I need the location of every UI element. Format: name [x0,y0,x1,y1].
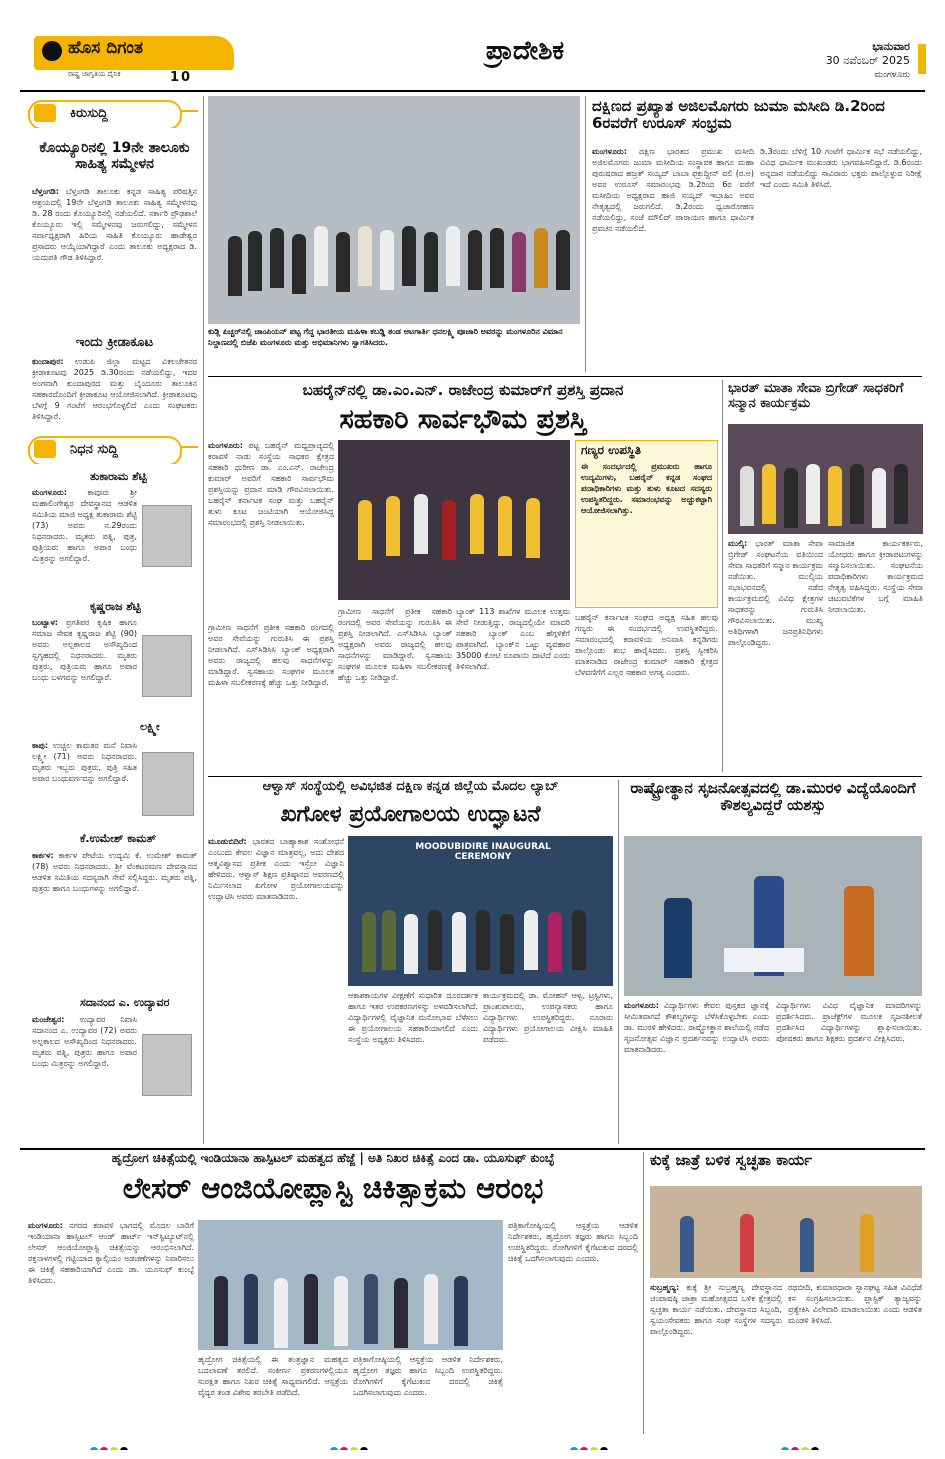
brigade-photo [728,424,923,534]
kukke-body-2: ರಥಬೀದಿ, ಕುಮಾರಧಾರಾ ಸ್ನಾನಘಟ್ಟ ಸಹಿತ ವಿವಿಧೆಡೆ ಕಸ ಸಂಗ್ರಹಿಸಲಾಯಿತು. ಪ್ಲಾಸ್ಟಿಕ್ ತ್ಯಾಜ್ಯವನ್ನು ಪ್ರತ್ಯೇಕಿಸಿ ವಿಲೇವಾರಿ ಮಾಡಲಾಯಿತು ಎಂದು ಆಡಳಿತ ಮಂಡಳಿ ತಿಳಿಸಿದೆ. [788,1283,922,1325]
rule-4 [20,1148,925,1150]
laser-kicker: ಹೃದ್ರೋಗ ಚಿಕಿತ್ಸೆಯಲ್ಲಿ ಇಂಡಿಯಾನಾ ಹಾಸ್ಪಿಟಲ್ ಮಹತ್ವದ ಹೆಜ್ಜೆ | ಅತಿ ನಿಖರ ಚಿಕಿತ್ಸೆ ಎಂದ ಡಾ. ಯೂಸುಫ್ ಕುಂಬ್ಳೆ [111,1152,555,1165]
airport-photo-caption: ಕುಡ್ಲಿ ಪಿಚ್ಚರ್‌ನಲ್ಲಿ ಚಾಂಪಿಯನ್ ಪಟ್ಟ ಗೆದ್ದ ಭಾರತೀಯ ಮಹಿಳಾ ಕಬಡ್ಡಿ ತಂಡ ಆಟಗಾರ್ತಿ ಧನಲಕ್ಷ್ಮಿ ಪೂಜಾರಿ ಅವರನ್ನು ಮಂಗಳೂರಿನ ವಿಮಾನ ನಿಲ್ದಾಣದಲ್ಲಿ ಬಿಜೆಪಿ ಮಂಗಳೂರು ಮತ್ತು ಅಭಿಮಾನಿಗಳು ಸ್ವಾಗತಿಸಿದರು. [208,327,563,347]
masthead-rule [20,90,925,92]
logo-tagline: ರಾಷ್ಟ್ರ ಜಾಗೃತಿಯ ದೈನಿಕ [68,70,121,78]
obituary-photo-3 [142,752,194,816]
obituary-body-3: ಕಾಪು: ಉಚ್ಚಿಲ ಕಾಮತರ ಮನೆ ನಿವಾಸಿ ಲಕ್ಷ್ಮೀ (71) ಅವರು ನಿಧನರಾದರು. ಮೃತರು ಇಬ್ಬರು ಪುತ್ರರು, ಪುತ್ರಿ ಸಹಿತ ಅಪಾರ ಬಂಧುವರ್ಗವನ್ನು ಅಗಲಿದ್ದಾರೆ. [32,741,137,783]
obituary-body-5: ಮಂಜೇಶ್ವರ: ಉದ್ಯಾವರ ನಿವಾಸಿ ಸದಾನಂದ ಎ. ಉದ್ಯಾವರ (72) ಅವರು ಅಲ್ಪಕಾಲದ ಅಸೌಖ್ಯದಿಂದ ನಿಧನರಾದರು. ಮೃತರು ಪತ್ನಿ, ಪುತ್ರರು ಹಾಗೂ ಅಪಾರ ಬಂಧು ಮಿತ್ರರನ್ನು ಅಗಲಿದ್ದಾರೆ. [32,1015,137,1068]
page-strip [918,44,926,74]
award-body-1: ಮಂಗಳೂರು: ಪಟ್ಟ ಬಹರೈನ್ ಮಧ್ಯಪ್ರಾಚ್ಯದಲ್ಲಿ ಕರಾವಳಿ ನಾಡು ಸಂಸ್ಥೆಯ ಸಾಧಕರ ಕ್ಷೇತ್ರದ ಸಹಕಾರಿ ಧುರೀಣ ಡಾ. ಎಂ.ಎನ್. ರಾಜೇಂದ್ರ ಕುಮಾರ್ ಅವರಿಗೆ ಸಹಕಾರಿ ಸಾರ್ವಭೌಮ ಪ್ರಶಸ್ತಿಯನ್ನು ಪ್ರದಾನ ಮಾಡಿ ಗೌರವಿಸಲಾಯಿತು. ಬಹರೈನ್ ಕರ್ನಾಟಕ ಸಂಘ ಮತ್ತು ಬಹರೈನ್ ತುಳು ಕೂಟ ಜಂಟಿಯಾಗಿ ಆಯೋಜಿಸಿದ್ದ ಸಮಾರಂಭದಲ್ಲಿ ಪ್ರಶಸ್ತಿ ನೀಡಲಾಯಿತು. [208,441,334,527]
logo-text: ಹೊಸ ದಿಗಂತ [68,38,143,58]
lab-headline: ಖಗೋಳ ಪ್ರಯೋಗಾಲಯ ಉದ್ಘಾಟನೆ [280,802,541,827]
dateline [790,40,910,90]
obituary-name-5: ಸದಾನಂದ ಎ. ಉದ್ಯಾವರ [80,996,170,1009]
lab-inauguration-photo [348,836,613,986]
award-body-2: ಗ್ರಾಮೀಣ ಸಾಧನೆಗೆ ಪ್ರತೀಕ ಸಹಕಾರಿ ರಂಗದಲ್ಲಿ ಅವರ ಸೇವೆಯನ್ನು ಗುರುತಿಸಿ ಈ ಪ್ರಶಸ್ತಿ ನೀಡಲಾಗಿದೆ. ಎಸ್‌ಸಿಡಿಸಿಸಿ ಬ್ಯಾಂಕ್ ಅಧ್ಯಕ್ಷರಾಗಿ ಅವರು ರಾಜ್ಯದಲ್ಲಿ ಹಲವು ಸಾಧನೆಗಳನ್ನು ಮಾಡಿದ್ದಾರೆ. ಸ್ವಸಹಾಯ ಸಂಘಗಳ ಮೂಲಕ ಮಹಿಳಾ ಸಬಲೀಕರಣಕ್ಕೆ ಹೆಚ್ಚು ಒತ್ತು ನೀಡಿದ್ದಾರೆ. [338,607,452,682]
lab-right-rule [618,780,619,1144]
urus-headline: ದಕ್ಷಿಣದ ಪ್ರಖ್ಯಾತ ಅಜಿಲಮೊಗರು ಜುಮಾ ಮಸೀದಿ ಡಿ.2ರಿಂದ 6ರವರೆಗೆ ಉರೂಸ್ ಸಂಭ್ರಮ [592,98,885,133]
airport-welcome-photo [208,96,580,324]
brief-body-1: ಬೆಳ್ತಂಗಡಿ: ಬೆಳ್ತಂಗಡಿ ತಾಲೂಕು ಕನ್ನಡ ಸಾಹಿತ್ಯ ಪರಿಷತ್ತಿನ ಆಶ್ರಯದಲ್ಲಿ 19ನೇ ಬೆಳ್ತಂಗಡಿ ತಾಲೂಕು ಸಾಹಿತ್ಯ ಸಮ್ಮೇಳನವು ಡಿ. 28 ರಂದು ಕೊಯ್ಯೂರಿನಲ್ಲಿ ನಡೆಯಲಿದೆ. ಸರ್ಕಾರಿ ಪ್ರೌಢಶಾಲೆ ಕೊಯ್ಯೂರು ಇಲ್ಲಿ ಸಮ್ಮೇಳನವು ಜರುಗಲಿದ್ದು, ಸಮ್ಮೇಳನ ಸರ್ವಾಧ್ಯಕ್ಷರಾಗಿ ಹಿರಿಯ ಸಾಹಿತಿ ಕೊಯ್ಯೂರು ಹಾಡೇಶ್ವರ ಪ್ರಸಾದರು ಆಯ್ಕೆಯಾಗಿದ್ದಾರೆ ಎಂದು ತಾಲೂಕು ಅಧ್ಯಕ್ಷರಾದ ಡಿ. ಯದುಪತಿ ಗೌಡ ತಿಳಿಸಿದ್ದಾರೆ. [32,187,197,262]
lab-body-3: ಕಾರ್ಯಕ್ರಮದಲ್ಲಿ ಡಾ. ಮೋಹನ್ ಆಳ್ವ, ಟ್ರಸ್ಟಿಗಳು, ಪ್ರಾಂಶುಪಾಲರು, ಉಪನ್ಯಾಸಕರು ಹಾಗೂ ವಿದ್ಯಾರ್ಥಿಗಳು ಉಪಸ್ಥಿತರಿದ್ದರು. ನೂರಾರು ವಿದ್ಯಾರ್ಥಿಗಳು ಪ್ರಯೋಗಾಲಯ ವೀಕ್ಷಿಸಿ ಮಾಹಿತಿ ಪಡೆದರು. [483,991,613,1044]
science-exhibition-photo [624,836,922,996]
brief-body-2: ಕುಂದಾಪುರ: ಉಡುಪಿ ಜಿಲ್ಲಾ ಮಟ್ಟದ ವಿಕಲಚೇತನರ ಕ್ರೀಡಾಕೂಟವು 2025 ಡಿ.30ರಂದು ನಡೆಯಲಿದ್ದು, ಇದರ ಅಂಗವಾಗಿ ಕುಂದಾಪುರದ ಮತ್ತು ಬೈಂದೂರು ತಾಲೂಕಿನ ಸಹಕಾರದೊಂದಿಗೆ ಕ್ರೀಡಾಕೂಟ ಆಯೋಜಿಸಲಾಗಿದೆ. ಕ್ರೀಡಾಕೂಟವು ಬೆಳಗ್ಗೆ 9 ಗಂಟೆಗೆ ಆರಂಭಗೊಳ್ಳಲಿದೆ ಎಂದು ಸಂಘಟಕರು ತಿಳಿಸಿದ್ದಾರೆ. [32,357,197,421]
city: ಮಂಗಳೂರು [874,70,910,80]
rule-3 [208,776,922,777]
laser-headline: ಲೇಸರ್ ಆಂಜಿಯೋಪ್ಲಾಸ್ಟಿ ಚಿಕಿತ್ಸಾಕ್ರಮ ಆರಂಭ [122,1172,544,1205]
kukke-headline: ಕುಕ್ಕೆ ಜಾತ್ರೆ ಬಳಿಕ ಸ್ವಚ್ಛತಾ ಕಾರ್ಯ [650,1152,812,1169]
award-body-1b: ಗ್ರಾಮೀಣ ಸಾಧನೆಗೆ ಪ್ರತೀಕ ಸಹಕಾರಿ ರಂಗದಲ್ಲಿ ಅವರ ಸೇವೆಯನ್ನು ಗುರುತಿಸಿ ಈ ಪ್ರಶಸ್ತಿ ನೀಡಲಾಗಿದೆ. ಎಸ್‌ಸಿಡಿಸಿಸಿ ಬ್ಯಾಂಕ್ ಅಧ್ಯಕ್ಷರಾಗಿ ಅವರು ರಾಜ್ಯದಲ್ಲಿ ಹಲವು ಸಾಧನೆಗಳನ್ನು ಮಾಡಿದ್ದಾರೆ. ಸ್ವಸಹಾಯ ಸಂಘಗಳ ಮೂಲಕ ಮಹಿಳಾ ಸಬಲೀಕರಣಕ್ಕೆ ಹೆಚ್ಚು ಒತ್ತು ನೀಡಿದ್ದಾರೆ. [208,623,334,687]
section-title: ಪ್ರಾದೇಶಿಕ [485,36,565,66]
obituary-body-4: ಕಾರ್ಕಳ: ಕಾರ್ಕಳ ಪೇಟೆಯ ಉದ್ಯಮಿ ಕೆ. ಉಮೇಶ್ ಕಾಮತ್ (78) ಅವರು ನಿಧನರಾದರು. ಶ್ರೀ ವೆಂಕಟರಮಣ ದೇವಸ್ಥಾನದ ಆಡಳಿತ ಸಮಿತಿಯ ಸದಸ್ಯರಾಗಿ ಸೇವೆ ಸಲ್ಲಿಸಿದ್ದರು. ಮೃತರು ಪತ್ನಿ, ಪುತ್ರರು ಹಾಗೂ ಬಂಧುಗಳನ್ನು ಅಗಲಿದ್ದಾರೆ. [32,851,197,893]
urus-body-2: ಡಿ.3ರಂದು ಬೆಳಿಗ್ಗೆ 10 ಗಂಟೆಗೆ ಧಾರ್ಮಿಕ ಸಭೆ ನಡೆಯಲಿದ್ದು, ವಿವಿಧ ಧಾರ್ಮಿಕ ಮುಖಂಡರು ಭಾಗವಹಿಸಲಿದ್ದಾರೆ. ಡಿ.6ರಂದು ಅನ್ನದಾನ ನಡೆಯಲಿದ್ದು ಸಾವಿರಾರು ಭಕ್ತರು ಪಾಲ್ಗೊಳ್ಳುವ ನಿರೀಕ್ಷೆ ಇದೆ ಎಂದು ಸಮಿತಿ ತಿಳಿಸಿದೆ. [760,147,922,189]
brigade-body-2: ಸಾಮಾಜಿಕ ಕಾರ್ಯಕರ್ತರು, ಯೋಧರು ಹಾಗೂ ಕ್ರೀಡಾಪಟುಗಳನ್ನು ಸನ್ಮಾನಿಸಲಾಯಿತು. ಸಂಘಟನೆಯ ಪದಾಧಿಕಾರಿಗಳು ಕಾರ್ಯಕ್ರಮದ ನೇತೃತ್ವ ವಹಿಸಿದ್ದರು. ಸಂಸ್ಥೆಯ ಸೇವಾ ಚಟುವಟಿಕೆಗಳ ಬಗ್ಗೆ ಮಾಹಿತಿ ನೀಡಲಾಯಿತು. [828,539,923,614]
award-sidebar-title: ಗಣ್ಯರ ಉಪಸ್ಥಿತಿ [581,443,641,457]
skill-headline: ರಾಷ್ಟ್ರೋತ್ಥಾನ ಸೃಜನೋತ್ಸವದಲ್ಲಿ ಡಾ.ಮುರಳಿ ವಿದ್ಯೆಯೊಂದಿಗೆ ಕೌಶಲ್ಯವಿದ್ದರೆ ಯಶಸ್ಸು [630,780,916,815]
obituary-header: ನಿಧನ ಸುದ್ದಿ [28,436,198,464]
award-body-4: ಬಹರೈನ್ ಕರ್ನಾಟಕ ಸಂಘದ ಅಧ್ಯಕ್ಷ ಸಹಿತ ಹಲವು ಗಣ್ಯರು ಈ ಸಂದರ್ಭದಲ್ಲಿ ಉಪಸ್ಥಿತರಿದ್ದರು. ಸಮಾರಂಭದಲ್ಲಿ ಕರಾವಳಿಯ ಅನಿವಾಸಿ ಕನ್ನಡಿಗರು ಪಾಲ್ಗೊಂಡು ಶುಭ ಹಾರೈಸಿದರು. ಪ್ರಶಸ್ತಿ ಸ್ವೀಕರಿಸಿ ಮಾತನಾಡಿದ ರಾಜೇಂದ್ರ ಕುಮಾರ್ ಸಹಕಾರಿ ಕ್ಷೇತ್ರದ ಬೆಳವಣಿಗೆಗೆ ಎಲ್ಲರ ಸಹಕಾರ ಅಗತ್ಯ ಎಂದರು. [575,613,718,677]
cleanliness-drive-photo [650,1186,922,1278]
skill-body-1: ಮಂಗಳೂರು: ವಿದ್ಯಾರ್ಥಿಗಳು ಕೇವಲ ಪುಸ್ತಕದ ಜ್ಞಾನಕ್ಕೆ ಸೀಮಿತವಾಗದೆ ಕೌಶಲ್ಯಗಳನ್ನು ಬೆಳೆಸಿಕೊಳ್ಳಬೇಕು ಎಂದು ಡಾ. ಮುರಳಿ ಹೇಳಿದರು. ರಾಷ್ಟ್ರೋತ್ಥಾನ ಶಾಲೆಯಲ್ಲಿ ನಡೆದ ಸೃಜನೋತ್ಸವ ವಿಜ್ಞಾನ ಪ್ರದರ್ಶನವನ್ನು ಉದ್ಘಾಟಿಸಿ ಅವರು ಮಾತನಾಡಿದರು. [624,1001,769,1054]
award-sidebar-body: ಈ ಸಂದರ್ಭದಲ್ಲಿ ಪ್ರಮುಖರು ಹಾಗೂ ಉದ್ಯಮಿಗಳು, ಬಹರೈನ್ ಕನ್ನಡ ಸಂಘದ ಪದಾಧಿಕಾರಿಗಳು ಮತ್ತು ತುಳು ಕೂಟದ ಸದಸ್ಯರು ಉಪಸ್ಥಿತರಿದ್ದರು. ಸಮಾರಂಭವನ್ನು ಅಚ್ಚುಕಟ್ಟಾಗಿ ಆಯೋಜಿಸಲಾಗಿತ್ತು. [581,461,712,515]
award-right-rule [722,380,723,772]
award-kicker: ಬಹರೈನ್‌ನಲ್ಲಿ ಡಾ.ಎಂ.ಎನ್. ರಾಜೇಂದ್ರ ಕುಮಾರ್‌ಗೆ ಪ್ರಶಸ್ತಿ ಪ್ರದಾನ [302,382,624,399]
obituary-name-2: ಕೃಷ್ಣರಾಜ ಶೆಟ್ಟಿ [90,600,141,613]
obituary-body-1: ಮಂಗಳೂರು: ಕಾವೂರು ಶ್ರೀ ಮಹಾಲಿಂಗೇಶ್ವರ ದೇವಸ್ಥಾನದ ಆಡಳಿತ ಸಮಿತಿಯ ಮಾಜಿ ಅಧ್ಯಕ್ಷ ತುಕಾರಾಮ ಶೆಟ್ಟಿ (73) ಅವರು ನ.29ರಂದು ನಿಧನರಾದರು. ಮೃತರು ಪತ್ನಿ, ಪುತ್ರ, ಪುತ್ರಿಯರು ಹಾಗೂ ಅಪಾರ ಬಂಧು ಮಿತ್ರರನ್ನು ಅಗಲಿದ್ದಾರೆ. [32,488,137,563]
award-body-3: ಬ್ಯಾಂಕ್ 113 ಶಾಖೆಗಳ ಮೂಲಕ ಉತ್ತಮ ಸೇವೆ ನೀಡುತ್ತಿದ್ದು, ರಾಜ್ಯದಲ್ಲಿಯೇ ಮಾದರಿ ಸಹಕಾರಿ ಬ್ಯಾಂಕ್ ಎಂಬ ಹೆಗ್ಗಳಿಕೆಗೆ ಪಾತ್ರವಾಗಿದೆ. ಬ್ಯಾಂಕ್‌ನ ಒಟ್ಟು ವ್ಯವಹಾರ 35000 ಕೋಟಿ ರೂಪಾಯಿ ದಾಟಿದೆ ಎಂದು ತಿಳಿಸಲಾಗಿದೆ. [456,607,570,671]
obituary-name-1: ತುಕಾರಾಮ ಶೆಟ್ಟಿ [90,470,147,483]
left-column-rule [203,96,204,1144]
kukke-body-1: ಸುಬ್ರಹ್ಮಣ್ಯ: ಕುಕ್ಕೆ ಶ್ರೀ ಸುಬ್ರಹ್ಮಣ್ಯ ದೇವಸ್ಥಾನದ ಚಂಪಾಷಷ್ಠಿ ಜಾತ್ರಾ ಮಹೋತ್ಸವದ ಬಳಿಕ ಕ್ಷೇತ್ರದಲ್ಲಿ ಸ್ವಚ್ಛತಾ ಕಾರ್ಯ ನಡೆಯಿತು. ದೇವಸ್ಥಾನದ ಸಿಬ್ಬಂದಿ, ಸ್ವಯಂಸೇವಕರು ಹಾಗೂ ಸಂಘ ಸಂಸ್ಥೆಗಳ ಸದಸ್ಯರು ಪಾಲ್ಗೊಂಡಿದ್ದರು. [650,1283,782,1336]
laser-body-3: ಪತ್ರಿಕಾಗೋಷ್ಠಿಯಲ್ಲಿ ಆಸ್ಪತ್ರೆಯ ಆಡಳಿತ ನಿರ್ದೇಶಕರು, ಹೃದ್ರೋಗ ತಜ್ಞರು ಹಾಗೂ ಸಿಬ್ಬಂದಿ ಉಪಸ್ಥಿತರಿದ್ದರು. ರೋಗಿಗಳಿಗೆ ಕೈಗೆಟುಕುವ ದರದಲ್ಲಿ ಚಿಕಿತ್ಸೆ ಒದಗಿಸಲಾಗುವುದು ಎಂದರು. [353,1355,503,1397]
masthead-logo [34,28,234,88]
laser-body-1: ಮಂಗಳೂರು: ನಗರದ ಕರಾವಳಿ ಭಾಗದಲ್ಲಿ ಮೊದಲ ಬಾರಿಗೆ ಇಂಡಿಯಾನಾ ಹಾಸ್ಪಿಟಲ್ ಆಂಡ್ ಹಾರ್ಟ್ ಇನ್‌ಸ್ಟಿಟ್ಯೂಟ್‌ನಲ್ಲಿ ಲೇಸರ್ ಆಂಜಿಯೋಪ್ಲಾಸ್ಟಿ ಚಿಕಿತ್ಸೆಯನ್ನು ಆರಂಭಿಸಲಾಗಿದೆ. ರಕ್ತನಾಳಗಳಲ್ಲಿ ಗಟ್ಟಿಯಾದ ಕ್ಯಾಲ್ಸಿಯಂ ಅಡಚಣೆಗಳನ್ನು ನಿವಾರಿಸಲು ಈ ಚಿಕಿತ್ಸೆ ಸಹಕಾರಿಯಾಗಿದೆ ಎಂದು ಡಾ. ಯೂಸುಫ್ ಕುಂಬ್ಳೆ ತಿಳಿಸಿದರು. [28,1221,194,1285]
laser-body-4: ಪತ್ರಿಕಾಗೋಷ್ಠಿಯಲ್ಲಿ ಆಸ್ಪತ್ರೆಯ ಆಡಳಿತ ನಿರ್ದೇಶಕರು, ಹೃದ್ರೋಗ ತಜ್ಞರು ಹಾಗೂ ಸಿಬ್ಬಂದಿ ಉಪಸ್ಥಿತರಿದ್ದರು. ರೋಗಿಗಳಿಗೆ ಕೈಗೆಟುಕುವ ದರದಲ್ಲಿ ಚಿಕಿತ್ಸೆ ಒದಗಿಸಲಾಗುವುದು ಎಂದರು. [508,1221,638,1263]
brief-headline-2: ಇಂದು ಕ್ರೀಡಾಕೂಟ [75,336,154,350]
brief-news-header: ಕಿರುಸುದ್ದಿ [28,100,198,128]
obituary-name-4: ಕೆ.ಉಮೇಶ್ ಕಾಮತ್ [80,832,156,845]
center-right-rule [585,96,586,372]
obituary-photo-5 [142,1034,192,1096]
page-number: 10 [170,70,193,85]
rule-2 [208,376,922,377]
lab-body-1: ಮೂಡುಬಿದಿರೆ: ಭಾರತದ ಬಾಹ್ಯಾಕಾಶ ಸಂಶೋಧನೆ ಎಂಬುದು ಕೇವಲ ವಿಜ್ಞಾನ ಮಾತ್ರವಲ್ಲ, ಅದು ದೇಶದ ಆತ್ಮವಿಶ್ವಾಸದ ಪ್ರತೀಕ ಎಂದು ಇಸ್ರೋ ವಿಜ್ಞಾನಿ ಹೇಳಿದರು. ಆಳ್ವಾಸ್ ಶಿಕ್ಷಣ ಪ್ರತಿಷ್ಠಾನದ ಆವರಣದಲ್ಲಿ ನಿರ್ಮಿಸಲಾದ ಖಗೋಳ ಪ್ರಯೋಗಾಲಯವನ್ನು ಉದ್ಘಾಟಿಸಿ ಅವರು ಮಾತನಾಡಿದರು. [208,837,344,901]
award-headline: ಸಹಕಾರಿ ಸಾರ್ವಭೌಮ ಪ್ರಶಸ್ತಿ [339,404,587,435]
obituary-photo-1 [142,505,192,567]
laser-body-2: ಹೃದ್ರೋಗ ಚಿಕಿತ್ಸೆಯಲ್ಲಿ ಈ ತಂತ್ರಜ್ಞಾನ ಮಹತ್ವದ ಬದಲಾವಣೆ ತರಲಿದೆ. ಸಂಕೀರ್ಣ ಪ್ರಕರಣಗಳಲ್ಲಿಯೂ ಸುರಕ್ಷಿತ ಹಾಗೂ ನಿಖರ ಚಿಕಿತ್ಸೆ ಸಾಧ್ಯವಾಗಲಿದೆ. ಆಸ್ಪತ್ರೆಯ ವೈದ್ಯರ ತಂಡ ವಿಶೇಷ ತರಬೇತಿ ಪಡೆದಿದೆ. [198,1355,348,1397]
date: 30 ನವೆಂಬರ್ 2025 [825,54,910,67]
hand-icon [34,104,56,122]
award-sidebar [575,440,718,608]
award-ceremony-photo [338,440,570,600]
obituary-photo-2 [142,635,192,697]
day: ಭಾನುವಾರ [872,40,910,53]
lamp-small-icon [34,440,56,458]
lab-body-2: ಆಕಾಶಕಾಯಗಳ ವೀಕ್ಷಣೆಗೆ ಸುಧಾರಿತ ದೂರದರ್ಶಕ ಹಾಗೂ ಇತರ ಉಪಕರಣಗಳನ್ನು ಅಳವಡಿಸಲಾಗಿದೆ. ವಿದ್ಯಾರ್ಥಿಗಳಲ್ಲಿ ವೈಜ್ಞಾನಿಕ ಮನೋಭಾವ ಬೆಳೆಸಲು ಈ ಪ್ರಯೋಗಾಲಯ ಸಹಕಾರಿಯಾಗಲಿದೆ ಎಂದು ಸಂಸ್ಥೆಯ ಅಧ್ಯಕ್ಷರು ತಿಳಿಸಿದರು. [348,991,478,1044]
brigade-headline: ಭಾರತ್ ಮಾತಾ ಸೇವಾ ಬ್ರಿಗೇಡ್ ಸಾಧಕರಿಗೆ ಸನ್ಮಾನ ಕಾರ್ಯಕ್ರಮ [728,382,904,411]
lab-kicker: ಆಳ್ವಾಸ್ ಸಂಸ್ಥೆಯಲ್ಲಿ ಅವಿಭಜಿತ ದಕ್ಷಿಣ ಕನ್ನಡ ಜಿಲ್ಲೆಯ ಮೊದಲ ಲ್ಯಾಬ್ [262,780,559,794]
obituary-body-2: ಬಂಟ್ವಾಳ: ಪ್ರಗತಿಪರ ಕೃಷಿಕ ಹಾಗೂ ಸಮಾಜ ಸೇವಕ ಕೃಷ್ಣರಾಜ ಶೆಟ್ಟಿ (90) ಅವರು ಅಲ್ಪಕಾಲದ ಅಸೌಖ್ಯದಿಂದ ಸ್ವಗೃಹದಲ್ಲಿ ನಿಧನರಾದರು. ಮೃತರು ಪುತ್ರರು, ಪುತ್ರಿಯರು ಹಾಗೂ ಅಪಾರ ಬಂಧು ಬಳಗವನ್ನು ಅಗಲಿದ್ದಾರೆ. [32,618,137,682]
print-registration-marks [90,1440,850,1450]
laser-right-rule [643,1152,644,1434]
hospital-press-photo [198,1220,503,1350]
brigade-body-1: ಮುಲ್ಕಿ: ಭಾರತ್ ಮಾತಾ ಸೇವಾ ಬ್ರಿಗೇಡ್ ಸಂಘಟನೆಯ ವತಿಯಿಂದ ಸೇವಾ ಸಾಧಕರಿಗೆ ಸನ್ಮಾನ ಕಾರ್ಯಕ್ರಮ ನಡೆಯಿತು. ಮುಲ್ಕಿಯ ಸಭಾಭವನದಲ್ಲಿ ನಡೆದ ಕಾರ್ಯಕ್ರಮದಲ್ಲಿ ವಿವಿಧ ಕ್ಷೇತ್ರಗಳ ಸಾಧಕರನ್ನು ಗುರುತಿಸಿ ಗೌರವಿಸಲಾಯಿತು. ಮುಖ್ಯ ಅತಿಥಿಗಳಾಗಿ ಜನಪ್ರತಿನಿಧಿಗಳು ಪಾಲ್ಗೊಂಡಿದ್ದರು. [728,539,823,647]
obituary-name-3: ಲಕ್ಷ್ಮೀ [140,720,160,733]
lamp-icon [42,41,62,61]
skill-body-2: ವಿದ್ಯಾರ್ಥಿಗಳು ವಿವಿಧ ವೈಜ್ಞಾನಿಕ ಮಾದರಿಗಳನ್ನು ಪ್ರದರ್ಶಿಸಿದರು. ಪ್ರಾಜೆಕ್ಟ್‌ಗಳ ಮೂಲಕ ಸೃಜನಶೀಲತೆ ಪ್ರದರ್ಶಿಸಿದ ವಿದ್ಯಾರ್ಥಿಗಳನ್ನು ಶ್ಲಾಘಿಸಲಾಯಿತು. ಪೋಷಕರು ಹಾಗೂ ಶಿಕ್ಷಕರು ಪ್ರದರ್ಶನ ವೀಕ್ಷಿಸಿದರು. [776,1001,922,1043]
lab-photo-banner: MOODUBIDIRE INAUGURAL CEREMONY [415,842,551,862]
urus-body-1: ಮಂಗಳೂರು: ದಕ್ಷಿಣ ಭಾರತದ ಪ್ರಮುಖ ಮಸೀದಿ ಅಜಿಲಮೊಗರು ಜುಮಾ ಮಸೀದಿಯ ಸಂಸ್ಥಾಪಕ ಹಾಗೂ ಮಹಾ ಪುರುಷರಾದ ಹಜ್ರತ್ ಸಯ್ಯದ್ ಬಾಬಾ ಫಕ್ರುದ್ದೀನ್ ವಲಿ (ರ.ಅ) ಅವರ ಉರೂಸ್ ಸಮಾರಂಭವು ಡಿ.2ರಿಂದ 6ರ ವರೆಗೆ ಮಸೀದಿಯ ಅಧ್ಯಕ್ಷರಾದ ಹಾಜಿ ಸಯ್ಯದ್ ಇಬ್ರಾಹಿಂ ಅವರ ನೇತೃತ್ವದಲ್ಲಿ ಜರುಗಲಿದೆ. ಡಿ.2ರಂದು ಧ್ವಜಾರೋಹಣ ನಡೆಯಲಿದ್ದು, ಸಂಜೆ ಮೌಲಿದ್ ಪಾರಾಯಣ ಹಾಗೂ ಧಾರ್ಮಿಕ ಪ್ರವಚನ ನಡೆಯಲಿದೆ. [592,147,754,233]
brief-headline-1: ಕೊಯ್ಯೂರಿನಲ್ಲಿ 19ನೇ ತಾಲೂಕು ಸಾಹಿತ್ಯ ಸಮ್ಮೇಳನ [39,140,190,173]
